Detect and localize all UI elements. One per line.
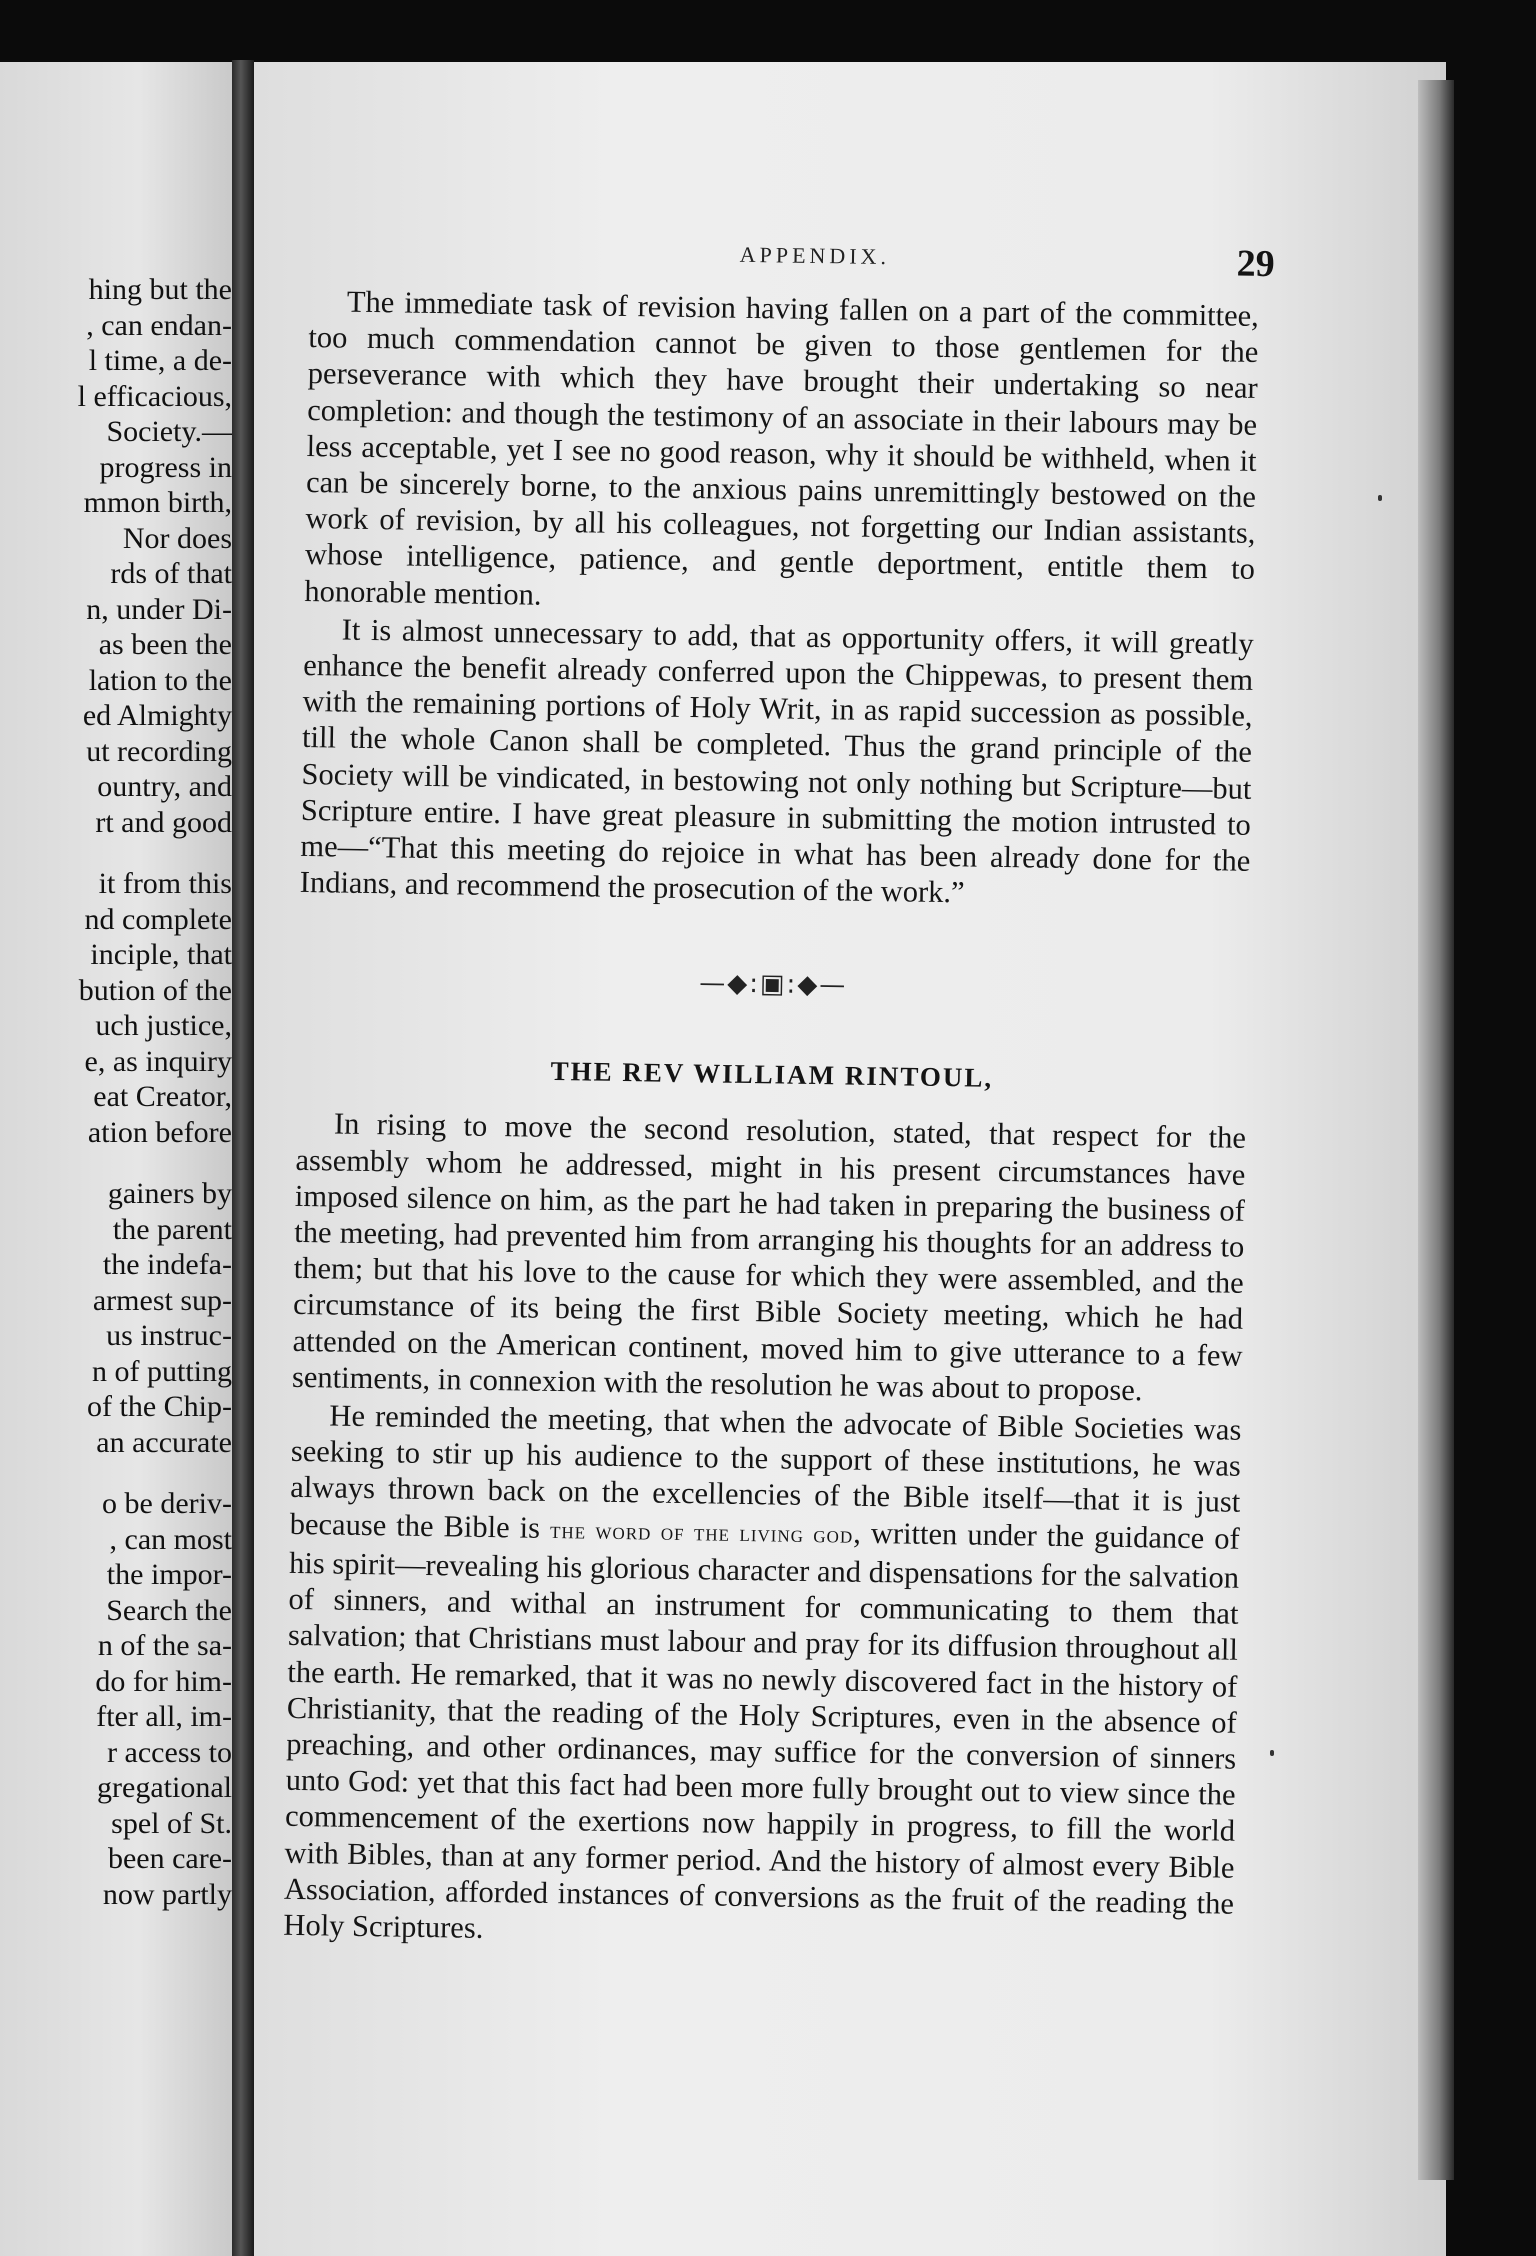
previous-page-line: as been the	[98, 628, 232, 661]
previous-page-line: an accurate	[96, 1425, 232, 1459]
previous-page-line: , can endan-	[86, 308, 232, 342]
previous-page-line: rt and good	[95, 805, 232, 839]
previous-page-line: n of the sa-	[97, 1629, 232, 1662]
previous-page-line: ed Almighty	[82, 699, 232, 732]
previous-page-line: ountry, and	[97, 770, 232, 803]
previous-page-line: of the Chip-	[87, 1390, 232, 1423]
paragraph-second-resolution	[292, 1105, 1246, 1410]
previous-page-line: progress in	[99, 450, 232, 484]
previous-page-fragment	[0, 62, 232, 2256]
previous-page-line: , can most	[109, 1522, 232, 1556]
previous-page-line: been care-	[107, 1842, 232, 1875]
page-edge-shadow	[1418, 80, 1454, 2180]
previous-page-line: eat Creator,	[93, 1080, 232, 1113]
paragraph-motion	[300, 611, 1254, 916]
page-number: 29	[1236, 242, 1275, 286]
paragraph-revision	[304, 283, 1259, 624]
previous-page-line: uch justice,	[95, 1009, 232, 1042]
previous-page-line: rds of that	[110, 557, 232, 590]
previous-page-line: l efficacious,	[77, 379, 232, 413]
ink-speck	[1270, 1750, 1274, 1756]
previous-page-line: the indefa-	[102, 1248, 232, 1281]
previous-page-line: fter all, im-	[96, 1700, 232, 1733]
previous-page-line: ation before	[87, 1115, 232, 1149]
small-caps-phrase: the word of the living god	[549, 1517, 854, 1549]
previous-page-line: bution of the	[78, 973, 232, 1007]
previous-page-line: spel of St.	[111, 1806, 232, 1840]
previous-page-line: n, under Di-	[86, 592, 232, 626]
previous-page-line: mmon birth,	[83, 486, 232, 519]
previous-page-line: o be deriv-	[102, 1487, 232, 1520]
previous-page-line: l time, a de-	[88, 344, 232, 377]
previous-page-line: hing but the	[88, 273, 232, 306]
previous-page-line: armest sup-	[92, 1283, 232, 1317]
paragraph-bible-societies-text-b: , written under the guidance of his spirit—revealing his glorious character and dispensations for the salvation of sinners, and withal an instrument for communicating to them that salvation; that Christians must labour and pray for its diffusion throughout all the earth. He remarked, that it was no newly discovered fact in the history of Christianity, that the reading of the Holy Scriptures, even in the absence of preaching, and other ordinances, may suffice for the conversion of sinners unto God: yet that this fact had been more fully brought out to view since the commencement of the exertions now happily in progress, to fill the world with Bibles, than at any former period. And the history of almost every Bible Association, afforded instances of conversions as the fruit of the reading the Holy Scriptures.	[283, 1515, 1240, 1945]
previous-page-line: us instruc-	[106, 1319, 232, 1352]
previous-page-line: do for him-	[95, 1664, 232, 1698]
previous-page-line: the impor-	[106, 1558, 232, 1591]
previous-page-line: the parent	[112, 1212, 232, 1246]
previous-page-line: Search the	[106, 1593, 232, 1627]
previous-page-line: inciple, that	[90, 938, 232, 971]
previous-page-text	[0, 272, 232, 1912]
previous-page-line: now partly	[102, 1877, 232, 1911]
previous-page-line: ut recording	[86, 734, 232, 768]
paragraph-motion-text: It is almost unnecessary to add, that as opportunity offers, it will greatly enhance the benefit already conferred upon the Chippewas, to present them with the remaining portions of Holy Writ, in as rapid succession as possible, till the whole Canon shall be completed. Thus the grand principle of the Society will be vindicated, in bestowing not only nothing but Scripture—but Scripture entire. I have great pleasure in submitting the motion intrusted to me—“That this meeting do rejoice in what has been already done for the Indians, and recommend the prosecution of the work.”	[299, 612, 1254, 910]
paragraph-revision-text: The immediate task of revision having fallen on a part of the committee, too much commendation cannot be given to those gentlemen for the perseverance with which they have brought their undertaking so near completion: and though the testimony of an associate in their labours may be less acceptable, yet I see no good reason, why it should be withheld, when it can be sincerely borne, to the anxious pains unremittingly bestowed on the work of revision, by all his colleagues, not forgetting our Indian assistants, whose intelligence, patience, and gentle deportment, entitle them to honorable mention.	[304, 284, 1260, 612]
previous-page-line: Society.—	[106, 415, 232, 448]
ink-speck	[1378, 495, 1382, 501]
book-spine	[232, 60, 254, 2256]
previous-page-line: n of putting	[92, 1354, 232, 1388]
previous-page-line: gainers by	[107, 1177, 232, 1210]
previous-page-line: e, as inquiry	[84, 1044, 232, 1078]
running-title: APPENDIX.	[739, 241, 891, 270]
previous-page-line: it from this	[98, 867, 232, 900]
page-content	[283, 235, 1275, 1958]
previous-page-line: r access to	[107, 1735, 232, 1769]
section-heading: THE REV WILLIAM RINTOUL,	[550, 1056, 994, 1094]
section-ornament: —◆:▣:◆—	[699, 968, 848, 1001]
previous-page-line: gregational	[97, 1771, 232, 1804]
paragraph-bible-societies	[283, 1397, 1241, 1958]
previous-page-line: nd complete	[84, 902, 232, 936]
previous-page-line: Nor does	[122, 521, 232, 555]
paragraph-bible-societies-text-a: He reminded the meeting, that when the advocate of Bible Societies was seeking to stir up his audience to the support of these institutions, he was always thrown back on the excellencies of the Bible itself—that it is just because the Bible is	[289, 1398, 1242, 1545]
previous-page-line: lation to the	[88, 663, 232, 697]
paragraph-second-resolution-text: In rising to move the second resolution, stated, that respect for the assembly whom he addressed, might in his present circumstances have imposed silence on him, as the part he had taken in preparing the business of the meeting, had prevented him from arranging his thoughts for an address to them; but that his love to the cause for which they were assembled, and the circumstance of its being the first Bible Society meeting, which he had attended on the American continent, moved him to give utterance to a few sentiments, in connexion with the resolution he was about to propose.	[291, 1106, 1247, 1408]
